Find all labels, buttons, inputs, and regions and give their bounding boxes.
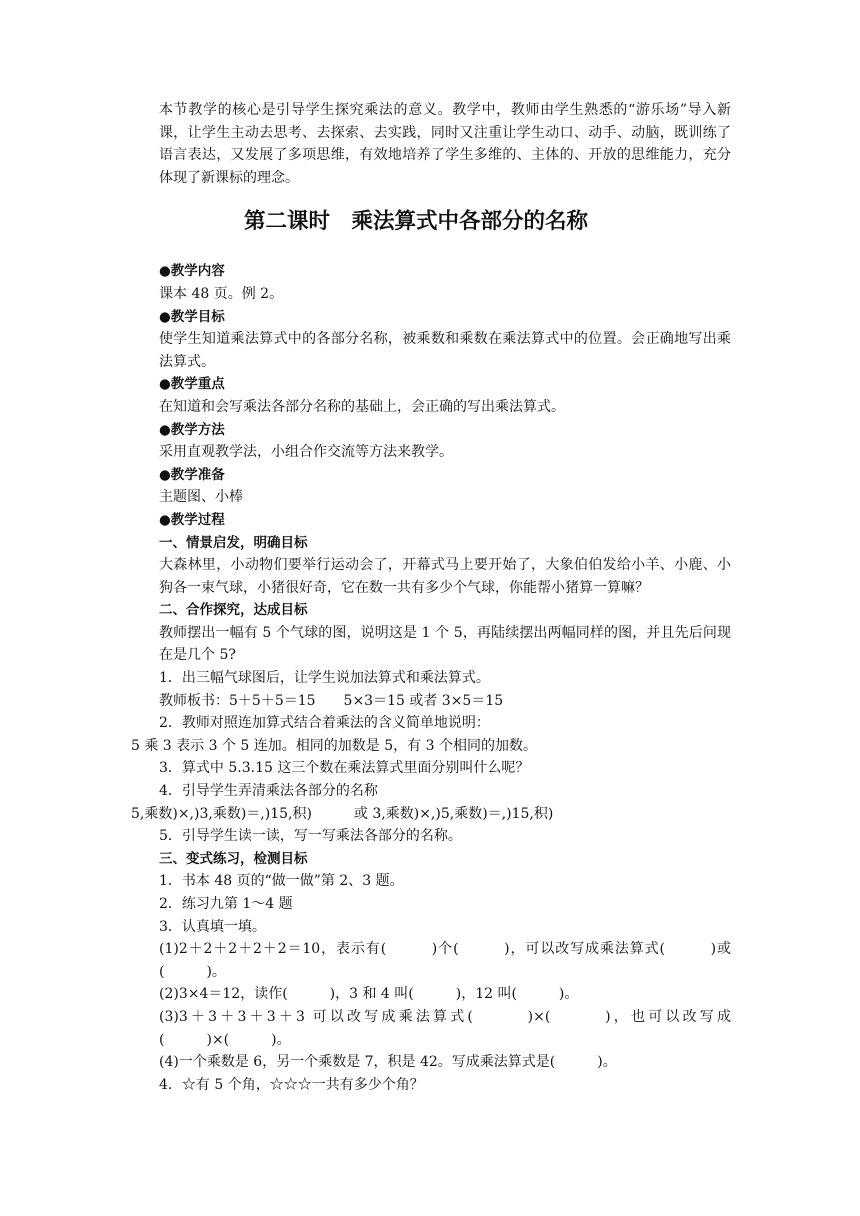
process-step3: 3．算式中 5.3.15 这三个数在乘法算式里面分别叫什么呢？ — [159, 760, 530, 777]
goal-text: 使学生知道乘法算式中的各部分名称，被乘数和乘数在乘法算式中的位置。会正确地写出乘法算式。 — [159, 331, 731, 370]
process-step1: 1．出三幅气球图后，让学生说加法算式和乘法算式。 — [159, 670, 490, 687]
process-step5: 5．引导学生读一读，写一写乘法各部分的名称。 — [159, 828, 462, 845]
section-heading-content: ●教学内容 — [159, 263, 225, 280]
section-heading-prep: ●教学准备 — [159, 466, 225, 483]
process-step2: 2．教师对照连加算式结合着乘法的含义简单地说明： — [159, 715, 490, 732]
exercise-4: 4．☆有 5 个角，☆☆☆一共有多少个角？ — [159, 1076, 424, 1093]
content-text: 课本 48 页。例 2。 — [159, 285, 284, 302]
intro-paragraph: 本节教学的核心是引导学生探究乘法的意义。教学中，教师由学生熟悉的“游乐场”导入新课，让学生主动去思考、去探索、去实践，同时又注重让学生动口、动手、动脑，既训练了语言表达，又发展了多项思维，有效地培养了学生多维的、主体的、开放的思维能力，充分体现了新课标的理念。 — [159, 102, 731, 186]
fill-item-4: (4)一个乘数是 6，另一个乘数是 7，积是 42。写成乘法算式是( )。 — [159, 1054, 617, 1071]
key-text: 在知道和会写乘法各部分名称的基础上，会正确的写出乘法算式。 — [159, 398, 565, 415]
process-step4: 4．引导学生弄清乘法各部分的名称 — [159, 783, 378, 800]
document-body — [131, 99, 731, 1096]
method-text: 采用直观教学法，小组合作交流等方法来教学。 — [159, 444, 453, 461]
section-heading-key: ●教学重点 — [159, 376, 225, 393]
fill-item-1: (1)2＋2＋2＋2＋2＝10，表示有( )个( )，可以改写成乘法算式( )或( )。 — [159, 941, 731, 980]
process-part2-text: 教师摆出一幅有 5 个气球的图，说明这是 1 个 5，再陆续摆出两幅同样的图，并且先后问现在是几个 5? — [159, 624, 731, 664]
prep-text: 主题图、小棒 — [159, 489, 243, 506]
section-heading-process: ●教学过程 — [159, 511, 225, 528]
lesson-title: 第二课时 乘法算式中各部分的名称 — [243, 209, 588, 235]
process-part3-title: 三、变式练习，检测目标 — [159, 850, 308, 867]
exercise-2: 2．练习九第 1～4 题 — [159, 896, 293, 912]
process-names: 5,乘数)×,)3,乘数)＝,)15,积) 或 3,乘数)×,)5,乘数)＝,)15,积) — [131, 805, 554, 822]
exercise-3: 3．认真填一填。 — [159, 918, 266, 935]
fill-item-2: (2)3×4＝12，读作( )，3 和 4 叫( )，12 叫( )。 — [159, 986, 579, 1003]
section-heading-method: ●教学方法 — [159, 421, 225, 438]
process-part2-title: 二、合作探究，达成目标 — [159, 602, 308, 619]
process-step2-detail: 5 乘 3 表示 3 个 5 连加。相同的加数是 5，有 3 个相同的加数。 — [131, 737, 537, 754]
exercise-1: 1．书本 48 页的“做一做”第 2、3 题。 — [159, 873, 404, 890]
process-board: 教师板书：5＋5＋5＝15 5×3＝15 或者 3×5＝15 — [159, 692, 504, 709]
process-part1-text: 大森林里，小动物们要举行运动会了，开幕式马上要开始了，大象伯伯发给小羊、小鹿、小狗各一束气球，小猪很好奇，它在数一共有多少个气球，你能帮小猪算一算嘛？ — [159, 557, 731, 596]
section-heading-goal: ●教学目标 — [159, 308, 225, 325]
process-part1-title: 一、情景启发，明确目标 — [159, 534, 308, 551]
fill-item-3: (3)3＋3＋3＋3＋3 可以改写成乘法算式( )×( )，也可以改写成( )×( )。 — [159, 1008, 731, 1048]
